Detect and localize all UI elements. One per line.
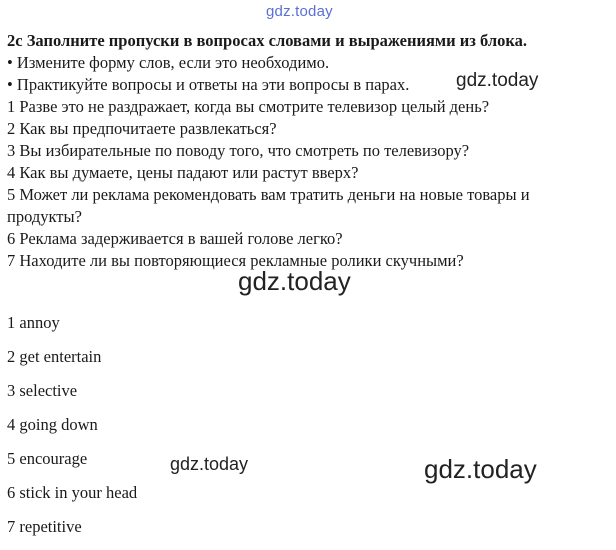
question-item: 6 Реклама задерживается в вашей голове легко? bbox=[7, 229, 343, 248]
answer-item: 1 annoy bbox=[7, 313, 60, 332]
instruction-item: • Практикуйте вопросы и ответы на эти вопросы в парах. bbox=[7, 75, 410, 94]
watermark-inline: gdz.today bbox=[456, 70, 539, 91]
question-item: 3 Вы избирательные по поводу того, что смотреть по телевизору? bbox=[7, 141, 470, 160]
question-item: 5 Может ли реклама рекомендовать вам тратить деньги на новые товары и продукты? bbox=[7, 185, 530, 226]
exercise-title: 2c Заполните пропуски в вопросах словами и выражениями из блока. bbox=[7, 31, 528, 50]
answer-item: 4 going down bbox=[7, 415, 98, 434]
instruction-item: • Измените форму слов, если это необходимо. bbox=[7, 53, 330, 72]
watermark-bottom-large: gdz.today bbox=[424, 454, 537, 484]
answer-item: 7 repetitive bbox=[7, 517, 82, 536]
question-item: 1 Разве это не раздражает, когда вы смотрите телевизор целый день? bbox=[7, 97, 490, 116]
watermark-middle: gdz.today bbox=[238, 266, 351, 296]
answer-list bbox=[7, 312, 137, 550]
watermark-top: gdz.today bbox=[266, 3, 333, 20]
answer-item: 5 encourage bbox=[7, 449, 88, 468]
answer-item: 6 stick in your head bbox=[7, 483, 138, 502]
answer-item: 2 get entertain bbox=[7, 347, 102, 366]
question-item: 4 Как вы думаете, цены падают или растут вверх? bbox=[7, 163, 359, 182]
answer-item: 3 selective bbox=[7, 381, 78, 400]
watermark-bottom-small: gdz.today bbox=[170, 454, 249, 474]
question-item: 7 Находите ли вы повторяющиеся рекламные ролики скучными? bbox=[7, 251, 464, 270]
exercise-block bbox=[7, 30, 612, 272]
question-item: 2 Как вы предпочитаете развлекаться? bbox=[7, 119, 277, 138]
